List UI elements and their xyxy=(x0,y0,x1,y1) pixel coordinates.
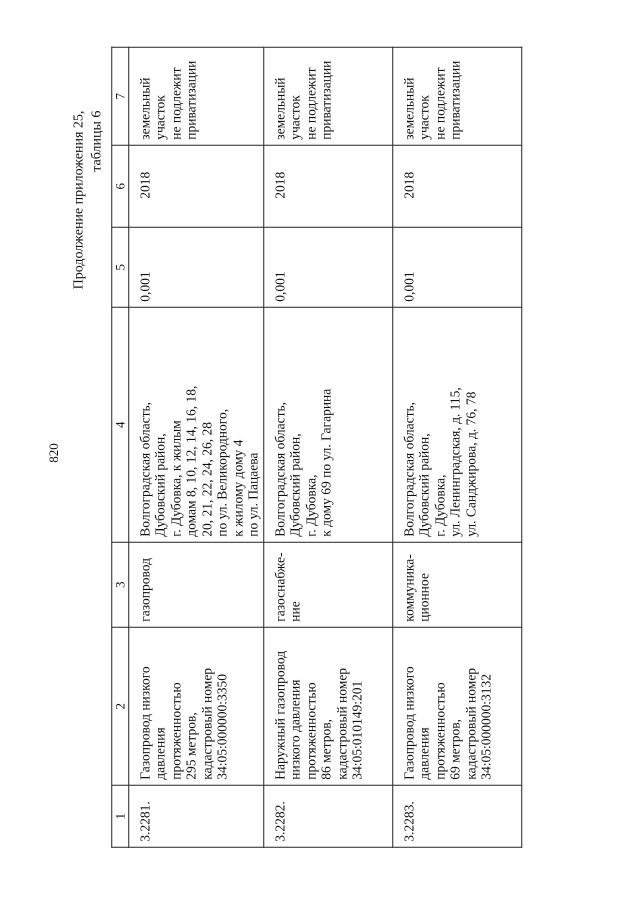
page-number xyxy=(44,438,64,468)
row-number: 3.2281. xyxy=(136,801,152,842)
note-cell xyxy=(128,47,263,145)
note-cell xyxy=(392,47,521,145)
address-line: г. Дубовка, к жилым xyxy=(167,420,183,537)
object-name-line: 69 метров, xyxy=(447,719,463,780)
object-type-cell xyxy=(128,542,263,627)
address-line: ул. Ленинградская, д. 115, xyxy=(447,387,463,537)
address-cell xyxy=(263,307,392,542)
note-line: участок xyxy=(152,95,168,140)
column-header: 1 xyxy=(112,785,129,847)
page-header xyxy=(70,40,106,360)
note-line: участок xyxy=(416,95,432,140)
object-name-line: 34:05:010149:201 xyxy=(349,680,365,780)
value-cell xyxy=(392,227,521,307)
year: 2018 xyxy=(271,171,287,199)
column-header: 5 xyxy=(112,227,129,307)
row-number: 3.2282. xyxy=(271,801,287,842)
address-line: 20, 21, 22, 24, 26, 28 xyxy=(198,422,214,537)
table-row xyxy=(263,47,392,847)
year-cell xyxy=(263,145,392,227)
object-name-cell xyxy=(263,627,392,785)
address-line: Волгоградская область, xyxy=(136,401,152,537)
object-type-line: газопровод xyxy=(136,557,152,622)
address-line: Дубовский район, xyxy=(287,433,303,537)
object-name-line: кадастровый номер xyxy=(333,667,349,780)
note-line: приватизации xyxy=(318,60,334,140)
object-name-line: кадастровый номер xyxy=(198,667,214,780)
value: 0,001 xyxy=(271,271,287,302)
address-line: Волгоградская область, xyxy=(271,401,287,537)
year: 2018 xyxy=(400,171,416,199)
value-cell xyxy=(263,227,392,307)
column-header: 2 xyxy=(112,627,129,785)
object-type-line: ние xyxy=(287,601,303,622)
year-cell xyxy=(128,145,263,227)
object-name-line: давления xyxy=(416,727,432,780)
row-number-cell xyxy=(392,785,521,847)
object-type-cell xyxy=(263,542,392,627)
object-name-cell xyxy=(128,627,263,785)
object-type-line: газоснабже- xyxy=(271,552,287,622)
data-table xyxy=(111,47,522,848)
note-line: не подлежит xyxy=(431,67,447,140)
column-header: 4 xyxy=(112,307,129,542)
address-line: по ул. Пацаева xyxy=(245,452,261,537)
address-line: Дубовский район, xyxy=(152,433,168,537)
column-header: 3 xyxy=(112,542,129,627)
table-body xyxy=(128,47,521,847)
address-line: г. Дубовка, xyxy=(302,474,318,537)
object-name-line: протяженностью xyxy=(302,682,318,780)
object-name-line: Газопровод низкого xyxy=(136,666,152,780)
object-name-line: протяженностью xyxy=(167,682,183,780)
note-line: участок xyxy=(287,95,303,140)
page-number-text: 820 xyxy=(46,443,61,463)
note-line: не подлежит xyxy=(167,67,183,140)
object-type-cell xyxy=(392,542,521,627)
value: 0,001 xyxy=(400,271,416,302)
address-line: домам 8, 10, 12, 14, 16, 18, xyxy=(183,385,199,537)
page-header-text xyxy=(70,111,106,290)
object-name-line: Газопровод низкого xyxy=(400,666,416,780)
note-line: приватизации xyxy=(447,60,463,140)
address-cell xyxy=(392,307,521,542)
address-line: Волгоградская область, xyxy=(400,401,416,537)
value-cell xyxy=(128,227,263,307)
header-line-2: таблицы 6 xyxy=(89,110,104,172)
note-line: земельный xyxy=(271,77,287,140)
table-row xyxy=(128,47,263,847)
object-name-line: протяженностью xyxy=(431,682,447,780)
column-header: 7 xyxy=(112,47,129,145)
object-name-line: Наружный газопровод xyxy=(271,650,287,780)
object-name-line: 34:05:000000:3350 xyxy=(214,673,230,780)
row-number-cell xyxy=(263,785,392,847)
table-wrapper xyxy=(111,47,521,847)
address-line: ул. Санджирова, д. 76, 78 xyxy=(462,391,478,537)
object-name-line: кадастровый номер xyxy=(462,667,478,780)
object-name-line: 86 метров, xyxy=(318,719,334,780)
object-type-line: коммуника- xyxy=(400,554,416,622)
table-header-row xyxy=(112,47,129,847)
value: 0,001 xyxy=(136,271,152,302)
address-line: Дубовский район, xyxy=(416,433,432,537)
note-line: приватизации xyxy=(183,60,199,140)
header-line-1: Продолжение приложения 25, xyxy=(71,110,86,290)
object-name-line: низкого давления xyxy=(287,679,303,780)
table-row xyxy=(392,47,521,847)
column-header: 6 xyxy=(112,145,129,227)
note-line: земельный xyxy=(400,77,416,140)
address-line: к дому 69 по ул. Гагарина xyxy=(318,388,334,537)
note-line: земельный xyxy=(136,77,152,140)
address-line: по ул. Великородного, xyxy=(214,408,230,537)
object-name-line: 295 метров, xyxy=(183,712,199,780)
object-name-line: 34:05:000000:3132 xyxy=(478,673,494,780)
row-number: 3.2283. xyxy=(400,801,416,842)
note-cell xyxy=(263,47,392,145)
object-name-line: давления xyxy=(152,727,168,780)
year: 2018 xyxy=(136,171,152,199)
address-cell xyxy=(128,307,263,542)
object-name-cell xyxy=(392,627,521,785)
note-line: не подлежит xyxy=(302,67,318,140)
year-cell xyxy=(392,145,521,227)
row-number-cell xyxy=(128,785,263,847)
object-type-line: ционное xyxy=(416,573,432,622)
address-line: к жилому дому 4 xyxy=(229,439,245,537)
address-line: г. Дубовка, xyxy=(431,474,447,537)
